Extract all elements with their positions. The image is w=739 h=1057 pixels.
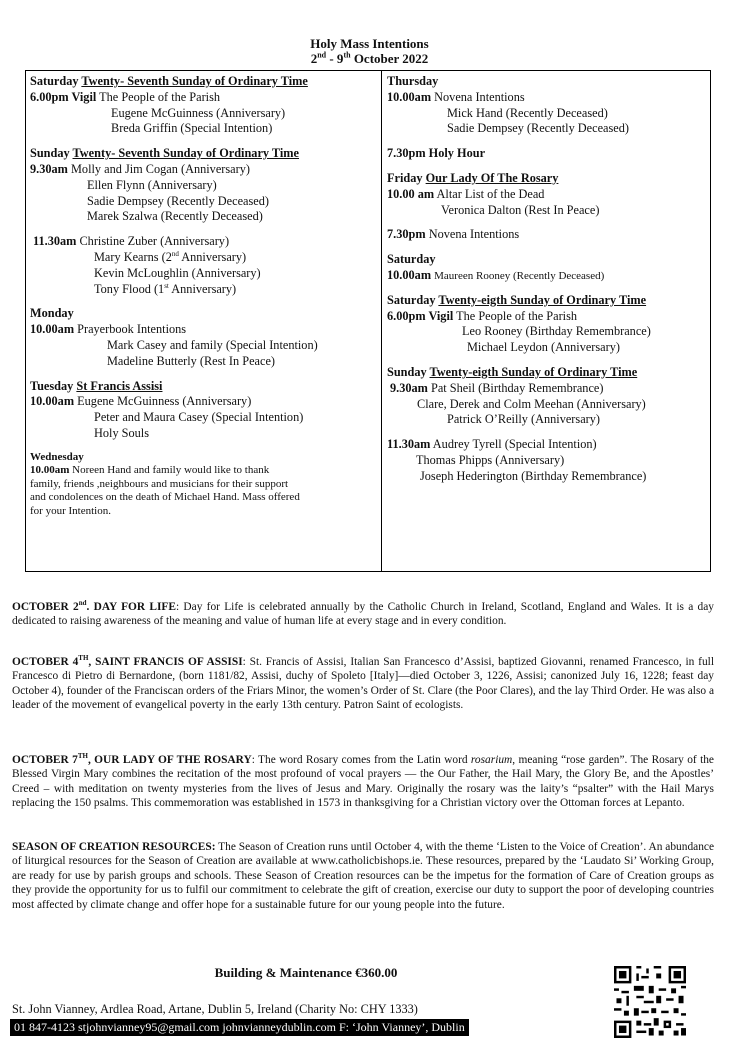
saturday-vigil-block: Saturday Twenty- Seventh Sunday of Ordinary Time 6.00pm Vigil The People of the Parish Eugene McGuinness (Anniversary) Breda Griffin (Special Intention) bbox=[30, 74, 308, 136]
friday-novena: 7.30pm Novena Intentions bbox=[387, 227, 520, 242]
column-divider bbox=[381, 71, 382, 571]
contact-bar: 01 847-4123 stjohnvianney95@gmail.com johnvianneydublin.com F: ‘John Vianney’, Dublin bbox=[10, 1019, 469, 1036]
mass-intentions-table bbox=[25, 70, 711, 572]
right-column bbox=[387, 74, 709, 485]
friday-block: Friday Our Lady Of The Rosary 10.00 am Altar List of the Dead Veronica Dalton (Rest In Peace) bbox=[387, 170, 600, 217]
notice-saint-francis: OCTOBER 4TH, SAINT FRANCIS OF ASSISI: St. Francis of Assisi, Italian San Francesco d’Assisi, baptized Giovanni, renamed Francesco, in full Francesco di Pietro di Bernardone, (born 1181/82, Assisi, duchy of Spoleto [Italy]—died October 3, 1226, Assisi; canonized July 16, 1228; feast day October 4), founder of the Franciscan orders of the Friars Minor, the women’s Order of St. Clare (the Poor Clares), and the lay Third Order. He was also a leader of the movement of evangelical poverty in the early 13th century. Patron Saint of ecologists. bbox=[12, 654, 714, 712]
left-column bbox=[30, 74, 378, 518]
wednesday-block: Wednesday 10.00am Noreen Hand and family would like to thank family, friends ,neighbours and musicians for their support and condolences on the death of Michael Hand. Mass offered for your Intention. bbox=[30, 450, 300, 517]
sunday-block-2: Sunday Twenty-eigth Sunday of Ordinary Time 9.30am Pat Sheil (Birthday Remembrance) Clare, Derek and Colm Meehan (Anniversary) Patrick O’Reilly (Anniversary) 11.30am Audrey Tyrell (Special Intention) Thomas Phipps (Anniversary) Joseph Hederington (Birthday Remembrance) bbox=[387, 364, 647, 483]
holy-hour: 7.30pm Holy Hour bbox=[387, 146, 486, 161]
saturday-vigil-block-2: Saturday Twenty-eigth Sunday of Ordinary Time 6.00pm Vigil The People of the Parish Leo Rooney (Birthday Remembrance) Michael Leydon (Anniversary) bbox=[387, 292, 651, 355]
saturday-block: Saturday 10.00am Maureen Rooney (Recently Deceased) bbox=[387, 252, 605, 282]
tuesday-block: Tuesday St Francis Assisi 10.00am Eugene McGuinness (Anniversary) Peter and Maura Casey (Special Intention) Holy Souls bbox=[30, 378, 304, 440]
building-maintenance: Building & Maintenance €360.00 bbox=[214, 965, 398, 980]
parish-address: St. John Vianney, Ardlea Road, Artane, Dublin 5, Ireland (Charity No: CHY 1333) bbox=[12, 1002, 418, 1016]
title-heading: Holy Mass Intentions bbox=[310, 36, 429, 51]
notice-our-lady-rosary: OCTOBER 7TH, OUR LADY OF THE ROSARY: The word Rosary comes from the Latin word rosarium, meaning “rose garden”. The Rosary of the Blessed Virgin Mary combines the recitation of the most profound of vocal prayers — the Our Father, the Hail Mary, the Glory Be, and the Apostles’ Creed – with meditation on twenty mysteries from the lives of Jesus and Mary. Originally the rosary was the laity’s “psalter” with the Hail Marys replacing the 150 psalms. This commemoration was established in 1573 in thanksgiving for a Christian victory over the Ottoman forces at Lepanto. bbox=[12, 752, 714, 810]
qr-code-icon bbox=[614, 966, 686, 1038]
thursday-block: Thursday 10.00am Novena Intentions Mick Hand (Recently Deceased) Sadie Dempsey (Recently Deceased) bbox=[387, 74, 629, 136]
title-dates: 2nd - 9th October 2022 bbox=[310, 50, 429, 66]
sunday-block: Sunday Twenty- Seventh Sunday of Ordinary Time 9.30am Molly and Jim Cogan (Anniversary) Ellen Flynn (Anniversary) Sadie Dempsey (Recently Deceased) Marek Szalwa (Recently Deceased) 11.30am Christine Zuber (Anniversary) Mary Kearns (2nd Anniversary) Kevin McLoughlin (Anniversary) Tony Flood (1st Anniversary) bbox=[30, 146, 300, 296]
notice-season-of-creation: SEASON OF CREATION RESOURCES: The Season of Creation runs until October 4, with the theme ‘Listen to the Voice of Creation’. An abundance of liturgical resources for the Season of Creation are available at www.catholicbishops.ie. These resources, prepared by the ‘Laudato Si’ Working Group, are ready for use by parish groups and schools. These Season of Creation resources can be the impetus for the formation of Care of Creation groups as they provide the opportunity for us to fulfil our commitment to celebrate the gift of creation, exercise our duty to support the poor of developing countries most affected by climate change and offer hope for a sustainable future for our young people into the future. bbox=[12, 841, 714, 911]
page-title bbox=[0, 36, 739, 66]
monday-block: Monday 10.00am Prayerbook Intentions Mark Casey and family (Special Intention) Madeline Butterly (Rest In Peace) bbox=[30, 306, 318, 368]
notice-day-for-life: OCTOBER 2nd. DAY FOR LIFE: Day for Life is celebrated annually by the Catholic Church in Ireland, Scotland, England and Wales. It is a day dedicated to raising awareness of the meaning and value of human life at every stage and in every condition. bbox=[12, 599, 714, 628]
